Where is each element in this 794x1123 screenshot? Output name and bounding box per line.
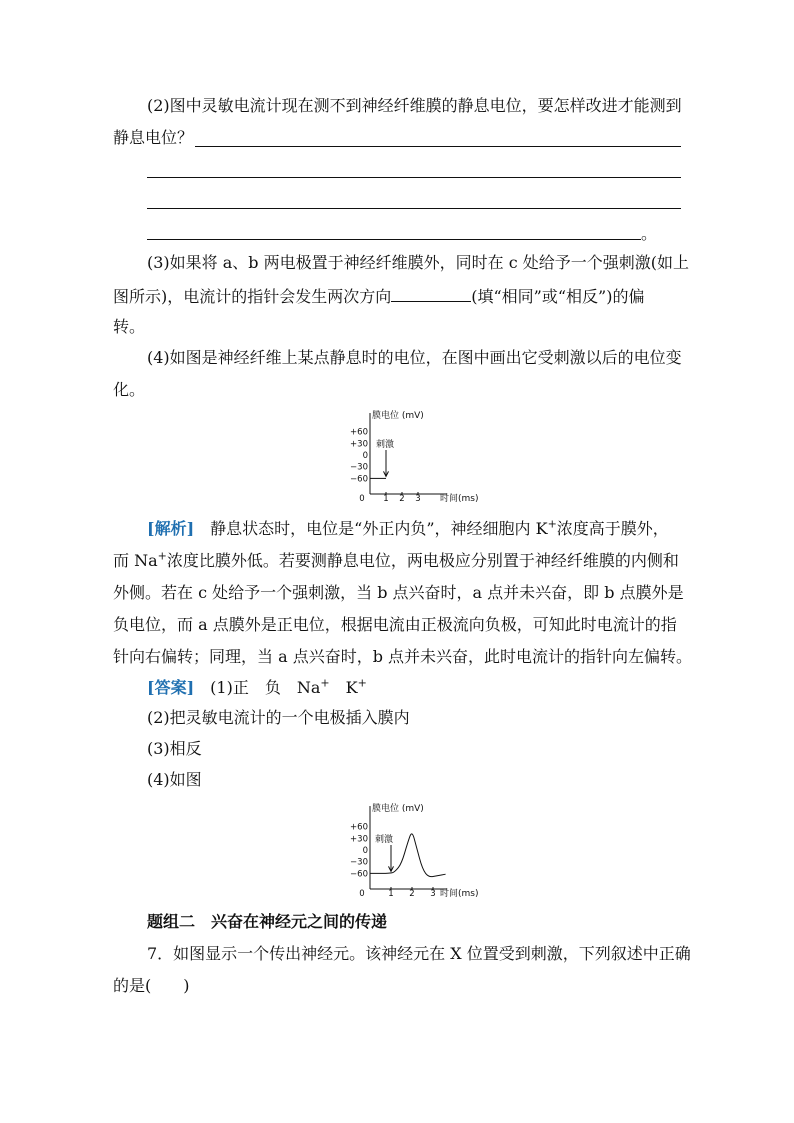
- q2-line1: (2)图中灵敏电流计现在测不到神经纤维膜的静息电位，要怎样改进才能测到: [147, 96, 682, 115]
- y-tick-label: −60: [350, 474, 368, 485]
- y-tick-label: +60: [350, 427, 368, 438]
- answer-1-prefix: (1)正 负 Na: [210, 678, 321, 697]
- answer-rule-1[interactable]: [195, 146, 681, 147]
- answer-4: (4)如图: [147, 770, 202, 789]
- y-tick-label: −30: [350, 462, 368, 473]
- x-tick-label: 3: [430, 889, 436, 899]
- analysis-line1-a: 静息状态时，电位是“外正内负”，神经细胞内 K: [210, 519, 548, 538]
- x-tick-label: 0: [359, 494, 365, 504]
- k-ion-sup: +: [547, 517, 557, 531]
- y-tick-label: −60: [350, 869, 368, 880]
- analysis-tag: [解析]: [147, 519, 195, 538]
- analysis-line2-a: 而 Na: [113, 551, 158, 570]
- y-tick-label: 0: [362, 846, 368, 856]
- y-tick-label: −30: [350, 857, 368, 868]
- analysis-line5: 针向右偏转；同理，当 a 点兴奋时，b 点并未兴奋，此时电流计的指针向左偏转。: [113, 647, 693, 666]
- na-sup: +: [320, 676, 330, 690]
- q3-fill-blank[interactable]: [391, 285, 471, 302]
- axes: [370, 413, 447, 494]
- x-tick-label: 0: [359, 889, 365, 899]
- answer-rule-3[interactable]: [147, 208, 681, 209]
- x-tick-label: 1: [388, 889, 394, 899]
- y-tick-label: +30: [350, 834, 368, 845]
- analysis-line1-b: 浓度高于膜外，: [556, 519, 669, 538]
- y-axis-label: 膜电位 (mV): [372, 411, 424, 421]
- x-tick-label: 1: [383, 494, 389, 504]
- q7-line1: 7．如图显示一个传出神经元。该神经元在 X 位置受到刺激，下列叙述中正确: [147, 944, 691, 963]
- q2-end-mark: 。: [641, 224, 658, 243]
- analysis-line2-b: 浓度比膜外低。若要测静息电位，两电极应分别置于神经纤维膜的内侧和: [166, 551, 679, 570]
- x-tick-label: 2: [399, 494, 405, 504]
- q3-line1: (3)如果将 a、b 两电极置于神经纤维膜外，同时在 c 处给予一个强刺激(如上: [147, 253, 689, 272]
- answer-2: (2)把灵敏电流计的一个电极插入膜内: [147, 708, 410, 727]
- y-axis-label: 膜电位 (mV): [372, 804, 424, 814]
- q3-line2-b: (填“相同”或“相反”)的偏: [471, 287, 645, 306]
- answer-line1: [147, 678, 367, 698]
- answer-rule-4[interactable]: [147, 239, 641, 240]
- analysis-line2: [113, 551, 679, 571]
- x-tick-label: 3: [415, 494, 421, 504]
- y-tick-label: +30: [350, 439, 368, 450]
- q3-line3: 转。: [113, 317, 146, 336]
- y-tick-label: +60: [350, 822, 368, 833]
- q7-line2: 的是( ): [113, 976, 190, 995]
- analysis-line3: 外侧。若在 c 处给予一个强刺激，当 b 点兴奋时，a 点并未兴奋，即 b 点膜外是: [113, 583, 684, 602]
- resting-potential-chart: [335, 405, 495, 505]
- q4-line2: 化。: [113, 380, 146, 399]
- stimulus-label: 刺激: [376, 440, 395, 450]
- x-tick-label: 2: [409, 889, 415, 899]
- answer-1-mid: K: [329, 678, 358, 697]
- stimulus-label: 刺激: [375, 835, 394, 845]
- na-ion-sup: +: [157, 549, 167, 563]
- group2-title: 题组二 兴奋在神经元之间的传递: [147, 912, 388, 931]
- action-potential-chart: [335, 798, 495, 903]
- y-tick-label: 0: [362, 451, 368, 461]
- analysis-line1: [147, 519, 669, 539]
- q3-line2-a: 图所示)，电流计的指针会发生两次方向: [113, 287, 392, 306]
- x-axis-label: 时间(ms): [440, 889, 479, 899]
- answer-3: (3)相反: [147, 739, 202, 758]
- x-axis-label: 时间(ms): [440, 494, 479, 504]
- answer-rule-2[interactable]: [147, 177, 681, 178]
- q4-line1: (4)如图是神经纤维上某点静息时的电位，在图中画出它受刺激以后的电位变: [147, 348, 682, 367]
- q3-line2: [113, 285, 644, 307]
- k-sup: +: [357, 676, 367, 690]
- q2-line2: 静息电位？: [113, 128, 194, 147]
- analysis-line4: 负电位，而 a 点膜外是正电位，根据电流由正极流向负极，可知此时电流计的指: [113, 615, 677, 634]
- answer-tag: [答案]: [147, 678, 195, 697]
